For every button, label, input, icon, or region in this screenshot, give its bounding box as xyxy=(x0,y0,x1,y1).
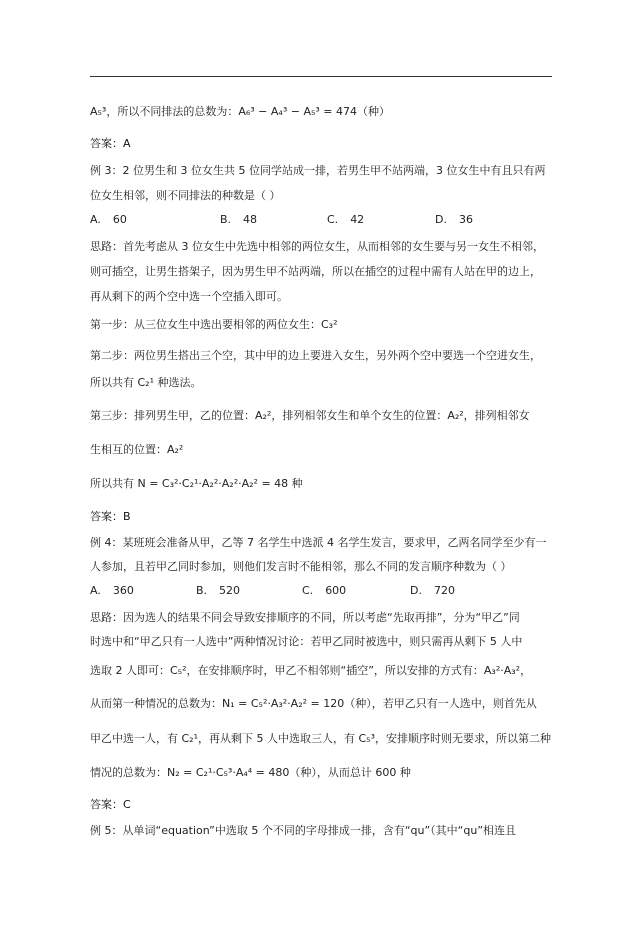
reasoning-4-line-6: 情况的总数为：N₂ = C₂¹·C₅³·A₄⁴ = 480（种），从而总计 600 种 xyxy=(90,766,411,779)
example-5-line-1: 例 5：从单词“equation”中选取 5 个不同的字母排成一排，含有“qu”（其中“qu”相连且 xyxy=(90,824,517,837)
step-3-line-1: 第三步：排列男生甲，乙的位置：A₂²，排列相邻女生和单个女生的位置：A₂²，排列相邻女 xyxy=(90,409,530,422)
step-2-line-1: 第二步：两位男生搭出三个空，其中甲的边上要进入女生，另外两个空中要选一个空进女生， xyxy=(90,349,541,362)
reasoning-4-line-1: 思路：因为选人的结果不同会导致安排顺序的不同，所以考虑“先取再排”，分为“甲乙”同 xyxy=(90,611,520,624)
text-line-1: A₅³，所以不同排法的总数为：A₆³ − A₄³ − A₅³ = 474（种） xyxy=(90,105,391,118)
reasoning-line-1: 思路：首先考虑从 3 位女生中先选中相邻的两位女生，从而相邻的女生要与另一女生不相邻， xyxy=(90,240,544,253)
option-a: A. 60 xyxy=(90,213,127,226)
example-3-line-1: 例 3：2 位男生和 3 位女生共 5 位同学站成一排，若男生甲不站两端，3 位女生中有且只有两 xyxy=(90,164,546,177)
option-d: D. 720 xyxy=(410,584,455,597)
header-rule xyxy=(90,76,552,77)
reasoning-line-3: 再从剩下的两个空中选一个空插入即可。 xyxy=(90,290,288,303)
option-b: B. 48 xyxy=(220,213,258,226)
reasoning-line-2: 则可插空，让男生搭架子，因为男生甲不站两端，所以在插空的过程中需有人站在甲的边上， xyxy=(90,265,541,278)
example-4-line-2: 人参加，且若甲乙同时参加，则他们发言时不能相邻，那么不同的发言顺序种数为（ ） xyxy=(90,560,512,573)
answer-ex4: 答案：C xyxy=(90,798,131,811)
example-3-line-2: 位女生相邻，则不同排法的种数是（ ） xyxy=(90,189,281,202)
reasoning-4-line-3: 选取 2 人即可：C₅²，在安排顺序时，甲乙不相邻则“插空”，所以安排的方式有：A₃²·A₃²， xyxy=(90,664,532,677)
answer-ex2: 答案：A xyxy=(90,137,131,150)
option-a: A. 360 xyxy=(90,584,134,597)
step-3-line-2: 生相互的位置：A₂² xyxy=(90,443,184,456)
option-c: C. 600 xyxy=(302,584,347,597)
example-4-line-1: 例 4：某班班会准备从甲，乙等 7 名学生中选派 4 名学生发言，要求甲，乙两名同学至少有一 xyxy=(90,536,547,549)
option-d: D. 36 xyxy=(435,213,473,226)
option-b: B. 520 xyxy=(196,584,241,597)
reasoning-4-line-4: 从而第一种情况的总数为：N₁ = C₅²·A₃²·A₂² = 120（种），若甲乙只有一人选中，则首先从 xyxy=(90,697,537,710)
total-formula: 所以共有 N = C₃²·C₂¹·A₂²·A₂²·A₂² = 48 种 xyxy=(90,477,303,490)
option-c: C. 42 xyxy=(327,213,365,226)
step-1: 第一步：从三位女生中选出要相邻的两位女生：C₃² xyxy=(90,318,338,331)
reasoning-4-line-5: 甲乙中选一人，有 C₂¹，再从剩下 5 人中选取三人，有 C₅³，安排顺序时则无要求，所以第二种 xyxy=(90,732,551,745)
step-2-line-2: 所以共有 C₂¹ 种选法。 xyxy=(90,376,202,389)
reasoning-4-line-2: 时选中和“甲乙只有一人选中”两种情况讨论：若甲乙同时被选中，则只需再从剩下 5 人中 xyxy=(90,635,523,648)
answer-ex3: 答案：B xyxy=(90,510,131,523)
